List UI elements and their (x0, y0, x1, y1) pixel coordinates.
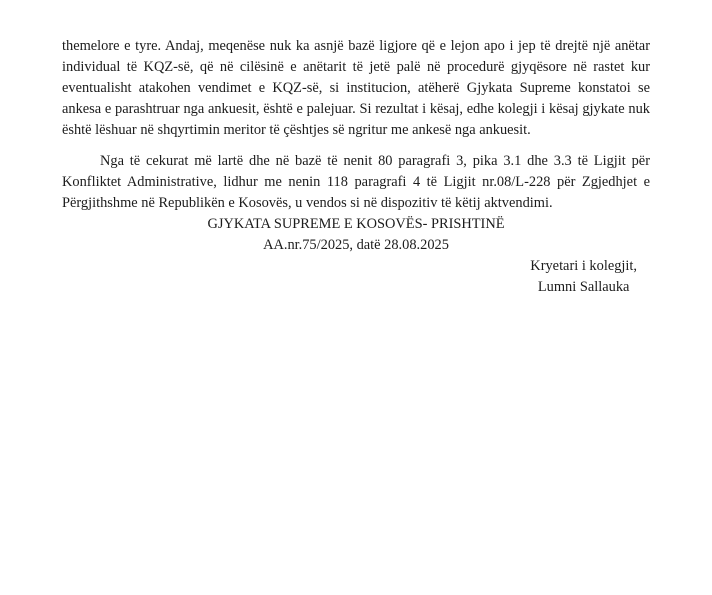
court-name-line: GJYKATA SUPREME E KOSOVËS- PRISHTINË (207, 216, 505, 232)
signature-block (530, 256, 637, 298)
body-paragraph: themelore e tyre. Andaj, meqenëse nuk ka asnjë bazë ligjore që e lejon apo i jep të drejtë një anëtar individual të KQZ-së, që në cilësinë e anëtarit të jetë palë në procedurë gjyqësore në rastet kur eventualisht atakohen vendimet e KQZ-së, si institucion, atëherë Gjykata Supreme konstatoi se ankesa e parashtruar nga ankuesit, është e palejuar. Si rezultat i kësaj, edhe kolegji i kësaj gjykate nuk është lëshuar në shqyrtimin meritor të çështjes së ngritur me ankesë nga ankuesit. (62, 38, 650, 138)
closing-paragraph: Nga të cekurat më lartë dhe në bazë të nenit 80 paragrafi 3, pika 3.1 dhe 3.3 të Ligjit për Konfliktet Administrative, lidhur me nenin 118 paragrafi 4 të Ligjit nr.08/L-228 për Zgjedhjet e Përgjithshme në Republikën e Kosovës, u vendos si në dispozitiv të këtij aktvendimi. (62, 153, 650, 211)
case-reference-line: AA.nr.75/2025, datë 28.08.2025 (263, 237, 449, 253)
signature-title: Kryetari i kolegjit, (530, 258, 637, 274)
signature-name: Lumni Sallauka (537, 279, 630, 295)
